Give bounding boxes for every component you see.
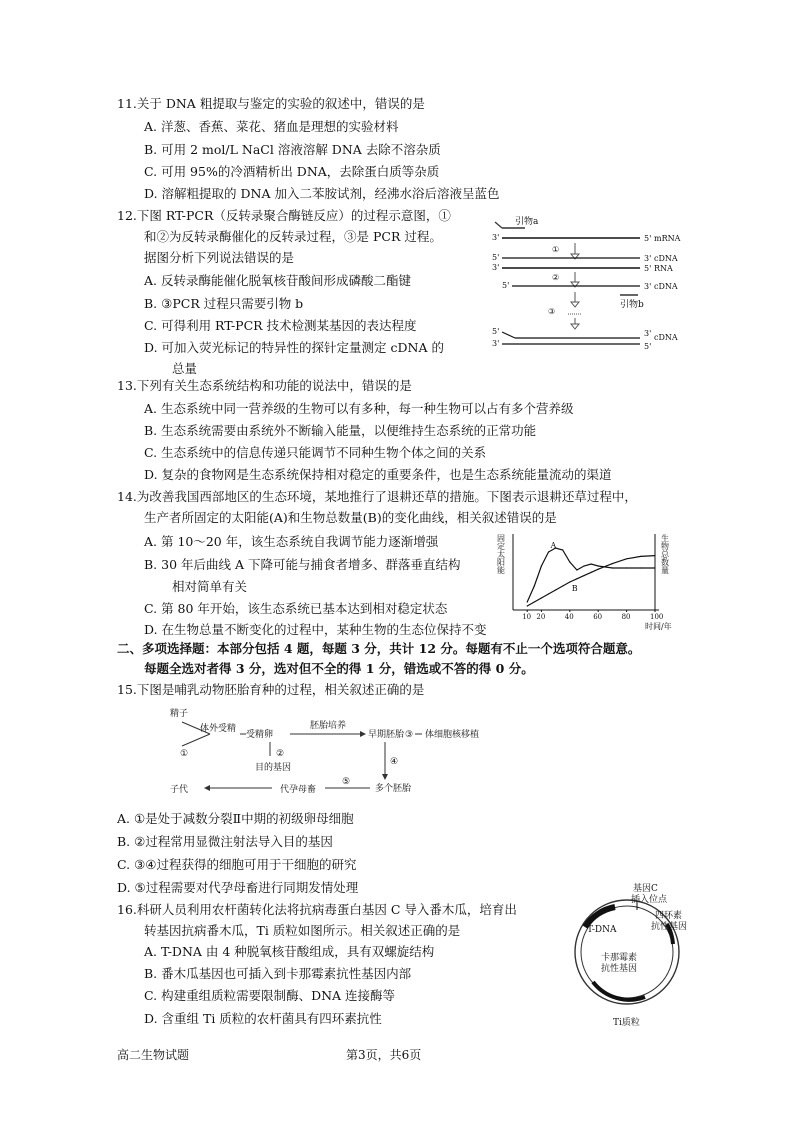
x-tick-label: 60 [593, 613, 603, 621]
series-point-A [654, 567, 655, 568]
q11-option-d: D. 溶解粗提取的 DNA 加入二苯胺试剂，经沸水浴后溶液呈蓝色 [144, 186, 500, 201]
series-point-B [640, 556, 641, 557]
svg-text:5': 5' [644, 342, 652, 351]
q14-option-a: A. 第 10～20 年，该生态系统自我调节能力逐渐增强 [144, 534, 439, 549]
q14-chart [495, 530, 677, 630]
mrna-label: mRNA [654, 234, 681, 243]
n3-label: ③ [405, 730, 414, 740]
t-dna-label: T-DNA [587, 925, 617, 935]
series-point-B [583, 575, 584, 576]
section2-header-line2: 每题全选对者得 3 分，选对但不全的得 1 分，错选或不答的得 0 分。 [144, 661, 534, 676]
zygote-label: 受精卵 [246, 730, 274, 740]
q12-stem-line1: 12.下图 RT-PCR（反转录聚合酶链反应）的过程示意图，① [117, 208, 451, 223]
svg-text:5': 5' [644, 234, 652, 243]
q15-stem: 15.下图是哺乳动物胚胎育种的过程，相关叙述正确的是 [117, 682, 425, 697]
q15-option-b: B. ②过程常用显微注射法导入目的基因 [117, 834, 333, 849]
y-label-right: 生物总数量 [660, 534, 670, 574]
primer-b-label: 引物b [620, 300, 644, 310]
q16-option-a: A. T-DNA 由 4 种脱氧核苷酸组成，具有双螺旋结构 [144, 944, 435, 959]
section2-header-line1: 二、多项选择题：本部分包括 4 题，每题 3 分，共计 12 分。每题有不止一个选项符合题意。 [117, 641, 641, 656]
step1-label: ① [552, 245, 560, 254]
kan-resistance-label-1: 卡那霉素 [601, 953, 638, 963]
q12-option-d: D. 可加入荧光标记的特异性的探针定量测定 cDNA 的 [144, 340, 444, 355]
q14-option-b: B. 30 年后曲线 A 下降可能与捕食者增多、群落垂直结构 [144, 557, 461, 572]
q14-stem-line1: 14.为改善我国西部地区的生态环境，某地推行了退耕还草的措施。下图表示退耕还草过程中， [117, 489, 637, 504]
series-line-B [527, 556, 655, 606]
cdna-label-3: cDNA [654, 333, 678, 342]
step2-label: ② [552, 273, 560, 282]
series-label-A: A [550, 541, 557, 550]
q12-option-a: A. 反转录酶能催化脱氧核苷酸间形成磷酸二酯键 [144, 273, 411, 288]
q11-option-a: A. 洋葱、香蕉、菜花、猪血是理想的实验材料 [144, 119, 399, 134]
q11-option-b: B. 可用 2 mol/L NaCl 溶液溶解 DNA 去除不溶杂质 [144, 142, 441, 157]
q16-stem-line2: 转基因抗病番木瓜，Ti 质粒如图所示。相关叙述正确的是 [144, 923, 461, 938]
series-point-A [583, 565, 584, 566]
q15-option-a: A. ①是处于减数分裂Ⅱ中期的初级卵母细胞 [117, 811, 354, 826]
series-label-B: B [571, 584, 578, 593]
series-point-A [534, 585, 535, 586]
series-point-A [576, 569, 577, 570]
ti-plasmid-label: Ti质粒 [613, 1018, 640, 1028]
tet-resistance-label-1: 四环素 [655, 911, 683, 921]
svg-text:3': 3' [492, 339, 500, 348]
series-point-B [654, 555, 655, 556]
series-point-B [598, 569, 599, 570]
series-point-B [548, 593, 549, 594]
series-point-B [555, 589, 556, 590]
tet-resistance-label-2: 抗性基因 [651, 922, 688, 932]
x-tick-label: 40 [564, 613, 574, 621]
culture-label: 胚胎培养 [310, 721, 347, 731]
n2-label: ② [276, 749, 285, 759]
series-point-B [612, 563, 613, 564]
series-point-A [527, 601, 528, 602]
q16-stem-line1: 16.科研人员利用农杆菌转化法将抗病毒蛋白基因 C 导入番木瓜，培育出 [117, 902, 517, 917]
primer-a-label: 引物a [515, 217, 539, 227]
rt-pcr-diagram [490, 210, 690, 355]
footer-page-number: 第3页，共6页 [346, 1048, 422, 1062]
series-point-A [541, 565, 542, 566]
sperm-label: 精子 [170, 709, 189, 719]
x-axis-label: 时间/年 [645, 622, 672, 630]
svg-text:3': 3' [644, 282, 652, 291]
series-point-A [640, 567, 641, 568]
q12-stem-line3: 据图分析下列说法错误的是 [144, 250, 295, 265]
q14-option-c: C. 第 80 年开始，该生态系统已基本达到相对稳定状态 [144, 601, 448, 616]
series-point-B [576, 578, 577, 579]
series-point-A [612, 567, 613, 568]
svg-text:5': 5' [644, 264, 652, 273]
series-point-A [562, 549, 563, 550]
series-line-A [527, 548, 655, 602]
q16-option-d: D. 含重组 Ti 质粒的农杆菌具有四环素抗性 [144, 1011, 382, 1026]
embryo-flow-diagram [160, 704, 500, 804]
kan-resistance-label-2: 抗性基因 [601, 964, 638, 974]
q15-option-c: C. ③④过程获得的细胞可用于干细胞的研究 [117, 857, 357, 872]
q11-option-c: C. 可用 95%的冷酒精析出 DNA，去除蛋白质等杂质 [144, 164, 440, 179]
q12-stem-line2: 和②为反转录酶催化的反转录过程，③是 PCR 过程。 [144, 229, 442, 244]
svg-text:5': 5' [502, 281, 510, 290]
n5-label: ⑤ [342, 777, 351, 787]
svg-text:3': 3' [492, 263, 500, 272]
y-label-left: 固定太阳能 [496, 534, 506, 574]
q14-stem-line2: 生产者所固定的太阳能(A)和生物总数量(B)的变化曲线，相关叙述错误的是 [144, 510, 557, 525]
series-point-B [562, 585, 563, 586]
svg-text:3': 3' [644, 254, 652, 263]
q13-option-a: A. 生态系统中同一营养级的生物可以有多种，每一种生物可以占有多个营养级 [144, 401, 574, 416]
multiple-embryo-label: 多个胚胎 [375, 784, 412, 794]
surrogate-label: 代孕母畜 [280, 785, 317, 795]
step3-label: ③ [548, 307, 556, 316]
q12-option-c: C. 可得利用 RT-PCR 技术检测某基因的表达程度 [144, 318, 417, 333]
q11-stem: 11.关于 DNA 粗提取与鉴定的实验的叙述中，错误的是 [117, 96, 425, 111]
series-point-B [534, 601, 535, 602]
q15-option-d: D. ⑤过程需要对代孕母畜进行同期发情处理 [117, 880, 359, 895]
series-point-B [626, 558, 627, 559]
series-point-A [591, 563, 592, 564]
series-point-B [569, 581, 570, 582]
cdna-label-2: cDNA [654, 282, 678, 291]
x-tick-label: 100 [650, 613, 664, 621]
svg-text:3': 3' [492, 233, 500, 242]
q16-option-c: C. 构建重组质粒需要限制酶、DNA 连接酶等 [144, 988, 396, 1003]
cdna-label-1: cDNA [654, 254, 678, 263]
series-point-B [591, 572, 592, 573]
offspring-label: 子代 [170, 785, 189, 795]
ti-plasmid-diagram [555, 882, 705, 1032]
somatic-label: 体细胞核移植 [425, 730, 480, 740]
q13-option-c: C. 生态系统中的信息传递只能调节不同种生物个体之间的关系 [144, 445, 487, 460]
q13-option-d: D. 复杂的食物网是生态系统保持相对稳定的重要条件，也是生态系统能量流动的渠道 [144, 467, 612, 482]
svg-text:5': 5' [492, 253, 500, 262]
footer-subject: 高二生物试题 [117, 1048, 190, 1062]
svg-text:3': 3' [644, 329, 652, 338]
x-tick-label: 20 [536, 613, 546, 621]
x-tick-label: 80 [621, 613, 631, 621]
target-gene-label: 目的基因 [255, 763, 292, 773]
series-point-A [569, 561, 570, 562]
insert-site-label: 插入位点 [631, 895, 668, 905]
series-point-A [548, 551, 549, 552]
early-embryo-label: 早期胚胎 [368, 730, 405, 740]
series-point-B [541, 597, 542, 598]
gene-c-label: 基因C [633, 884, 658, 894]
q12-option-d-cont: 总量 [172, 361, 198, 376]
q14-option-b-cont: 相对简单有关 [172, 579, 248, 594]
svg-text:5': 5' [492, 327, 500, 336]
x-tick-label: 10 [522, 613, 532, 621]
rna-label: RNA [654, 264, 673, 273]
series-point-B [527, 605, 528, 606]
q14-option-d: D. 在生物总量不断变化的过程中，某种生物的生态位保持不变 [144, 622, 487, 637]
series-point-A [598, 565, 599, 566]
q13-option-b: B. 生态系统需要由系统外不断输入能量，以便维持生态系统的正常功能 [144, 423, 537, 438]
series-point-A [626, 567, 627, 568]
n4-label: ④ [390, 757, 399, 767]
q13-stem: 13.下列有关生态系统结构和功能的说法中，错误的是 [117, 378, 412, 393]
ivf-label: 体外受精 [200, 724, 237, 734]
n1-label: ① [180, 749, 189, 759]
q16-option-b: B. 番木瓜基因也可插入到卡那霉素抗性基因内部 [144, 966, 412, 981]
q12-option-b: B. ③PCR 过程只需要引物 b [144, 296, 304, 311]
